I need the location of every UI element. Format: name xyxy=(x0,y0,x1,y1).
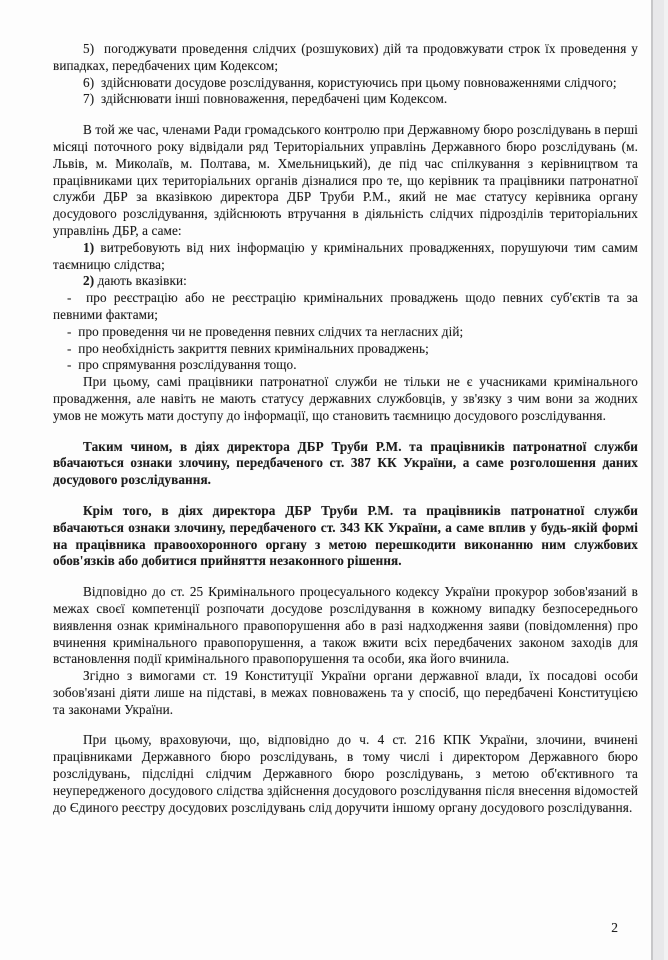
item-text: дають вказівки: xyxy=(94,273,187,289)
paragraph: В той же час, членами Ради громадського контролю при Державному бюро розслідувань в перші місяці поточного року відвідали ряд Територіальних управлінь Державного бюро розслідувань (м. Львів, м. Миколаїв, м. Полтава, м. Хмельницький), де під час спілкування з керівництвом та працівниками цих територіальних органів дізналися про те, що керівник та працівники патронатної служби ДБР за вказівкою директора ДБР Труби Р.М., який не має статусу керівника органу досудового розслідування, здійснюють втручання в діяльність слідчих підрозділів територіальних управлінь ДБР, а саме: xyxy=(53,122,638,238)
list-item: 5) погоджувати проведення слідчих (розшукових) дій та продовжувати строк їх проведення у випадках, передбачених цим Кодексом; xyxy=(53,41,638,73)
dash-item: - про проведення чи не проведення певних слідчих та негласних дій; xyxy=(67,323,464,339)
paragraph: Згідно з вимогами ст. 19 Конституції України органи державної влади, їх посадові особи зобов'язані діяти лише на підставі, в межах повноважень та у спосіб, що передбачені Конституцією та законами України. xyxy=(53,668,638,717)
paragraph: Відповідно до ст. 25 Кримінального процесуального кодексу України прокурор зобов'язаний в межах своєї компетенції розпочати досудове розслідування в кожному випадку безпосереднього виявлення ознак кримінального правопорушення або в разі надходження заяви (повідомлення) про вчинення кримінального правопорушення, а також вжити всіх передбачених законом заходів для встановлення події кримінального правопорушення та особи, яка його вчинила. xyxy=(53,584,638,667)
list-item xyxy=(53,240,638,274)
page-number: 2 xyxy=(611,920,618,935)
emphasis-paragraph: Таким чином, в діях директора ДБР Труби Р.М. та працівників патронатної служби вбачаються ознаки злочину, передбаченого ст. 387 КК України, а саме розголошення даних досудового розслідування. xyxy=(53,438,638,488)
list-item xyxy=(53,273,638,290)
dash-item: - про реєстрацію або не реєстрацію кримінальних проваджень щодо певних суб'єктів та за певними фактами; xyxy=(53,290,638,322)
paragraph: При цьому, самі працівники патронатної служби не тільки не є учасниками кримінального провадження, але навіть не мають статусу державних службовців, у зв'язку з чим вони за жодних умов не можуть мати доступу до інформації, що становить таємницю досудового розслідування. xyxy=(53,374,638,423)
dash-item: - про спрямування розслідування тощо. xyxy=(67,357,297,373)
dash-item: - про необхідність закриття певних кримінальних проваджень; xyxy=(67,340,429,356)
item-text: витребовують від них інформацію у кримінальних провадженнях, порушуючи тим самим таємницю слідства; xyxy=(53,239,638,272)
document-body xyxy=(53,41,638,816)
item-number: 1) xyxy=(83,239,95,255)
scan-edge-band xyxy=(651,0,668,960)
list-item: 6) здійснювати досудове розслідування, користуючись при цьому повноваженнями слідчого; xyxy=(83,74,617,90)
emphasis-paragraph: Крім того, в діях директора ДБР Труби Р.М. та працівників патронатної служби вбачаються ознаки злочину, передбаченого ст. 343 КК України, а саме вплив у будь-якій формі на працівника правоохоронного органу з метою перешкодити виконанню ним службових обов'язків або добитися прийняття незаконного рішення. xyxy=(53,502,638,569)
list-item: 7) здійснювати інші повноваження, передбачені цим Кодексом. xyxy=(83,91,448,107)
paragraph: При цьому, враховуючи, що, відповідно до ч. 4 ст. 216 КПК України, злочини, вчинені працівниками Державного бюро розслідувань, в тому числі і директором Державного бюро розслідувань, підслідні слідчим Державного бюро розслідувань, з метою об'єктивного та неупередженого досудового слідства здійснення досудового розслідування після внесення відомостей до Єдиного реєстру досудових розслідувань слід доручити іншому органу досудового розслідування. xyxy=(53,732,638,815)
item-number: 2) xyxy=(83,273,95,289)
